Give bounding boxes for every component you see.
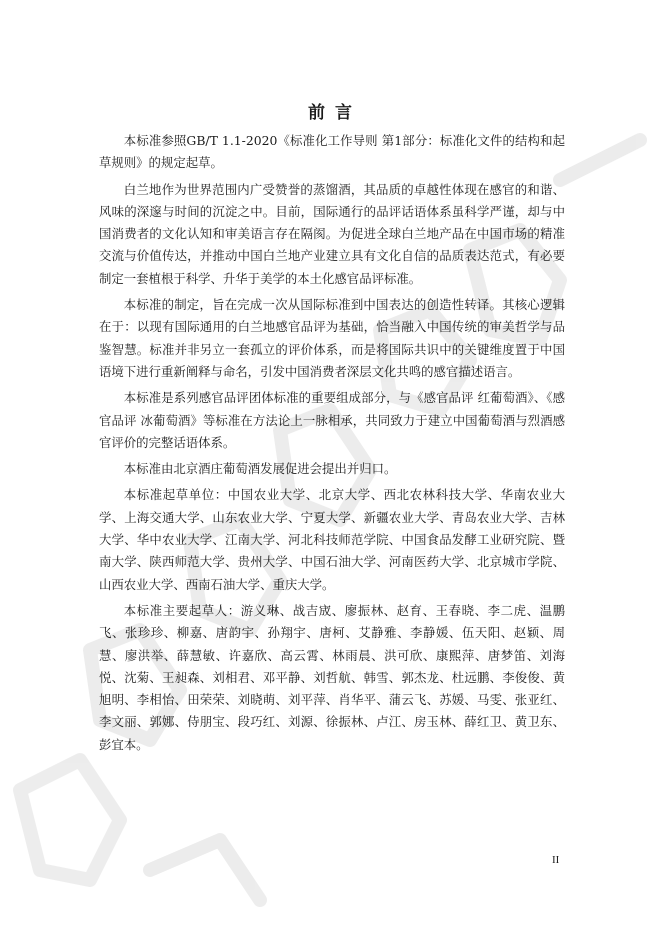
paragraph-background: 白兰地作为世界范围内广受赞誉的蒸馏酒，其品质的卓越性体现在感官的和谐、风味的深邃与时间的沉淀之中。目前，国际通行的品评话语体系虽科学严谨，却与中国消费者的文化认知和审美语言存在隔阂。为促进全球白兰地产品在中国市场的精准交流与价值传达，并推动中国白兰地产业建立具有文化自信的品质表达范式，有必要制定一套植根于科学、升华于美学的本土化感官品评标准。 (99, 181, 565, 286)
paragraph-drafters: 本标准主要起草人：游义琳、战吉宬、廖振林、赵育、王春晓、李二虎、温鹏飞、张珍珍、柳嘉、唐韵宇、孙翔宇、唐柯、艾静雅、李静媛、伍天阳、赵颖、周慧、廖洪举、薛慧敏、许嘉欣、高云霄、林雨晨、洪可欣、康熙萍、唐梦笛、刘海悦、沈菊、王昶森、刘相君、邓平静、刘哲航、韩雪、郭杰龙、杜远鹏、李俊俊、黄旭明、李相怡、田荣荣、刘晓萌、刘平萍、肖华平、蒲云飞、苏媛、马雯、张亚红、李文丽、郭娜、侍朋宝、段巧红、刘源、徐振林、卢江、房玉林、薛红卫、黄卫东、彭宜本。 (99, 602, 565, 752)
document-body (99, 130, 565, 760)
paragraph-proposer: 本标准由北京酒庄葡萄酒发展促进会提出并归口。 (123, 461, 397, 477)
page-number: II (552, 854, 560, 866)
paragraph-drafting-basis: 本标准参照GB/T 1.1-2020《标准化工作导则 第1部分：标准化文件的结构和起草规则》的规定起草。 (99, 133, 565, 171)
paragraph-purpose: 本标准的制定，旨在完成一次从国际标准到中国表达的创造性转译。其核心逻辑在于：以现有国际通用的白兰地感官品评为基础，恰当融入中国传统的审美哲学与品鉴智慧。标准并非另立一套孤立的评价体系，而是将国际共识中的关键维度置于中国语境下进行重新阐释与命名，引发中国消费者深层文化共鸣的感官描述语言。 (99, 297, 565, 379)
page-title: 前 言 (308, 103, 354, 123)
paragraph-drafting-units: 本标准起草单位：中国农业大学、北京大学、西北农林科技大学、华南农业大学、上海交通大学、山东农业大学、宁夏大学、新疆农业大学、青岛农业大学、吉林大学、华中农业大学、江南大学、河北科技师范学院、中国食品发酵工业研究院、暨南大学、陕西师范大学、贵州大学、中国石油大学、河南医药大学、北京城市学院、山西农业大学、西南石油大学、重庆大学。 (99, 487, 565, 592)
paragraph-series-relation: 本标准是系列感官品评团体标准的重要组成部分，与《感官品评 红葡萄酒》、《感官品评 冰葡萄酒》等标准在方法论上一脉相承，共同致力于建立中国葡萄酒与烈酒感官评价的完整话语体系。 (99, 390, 565, 450)
